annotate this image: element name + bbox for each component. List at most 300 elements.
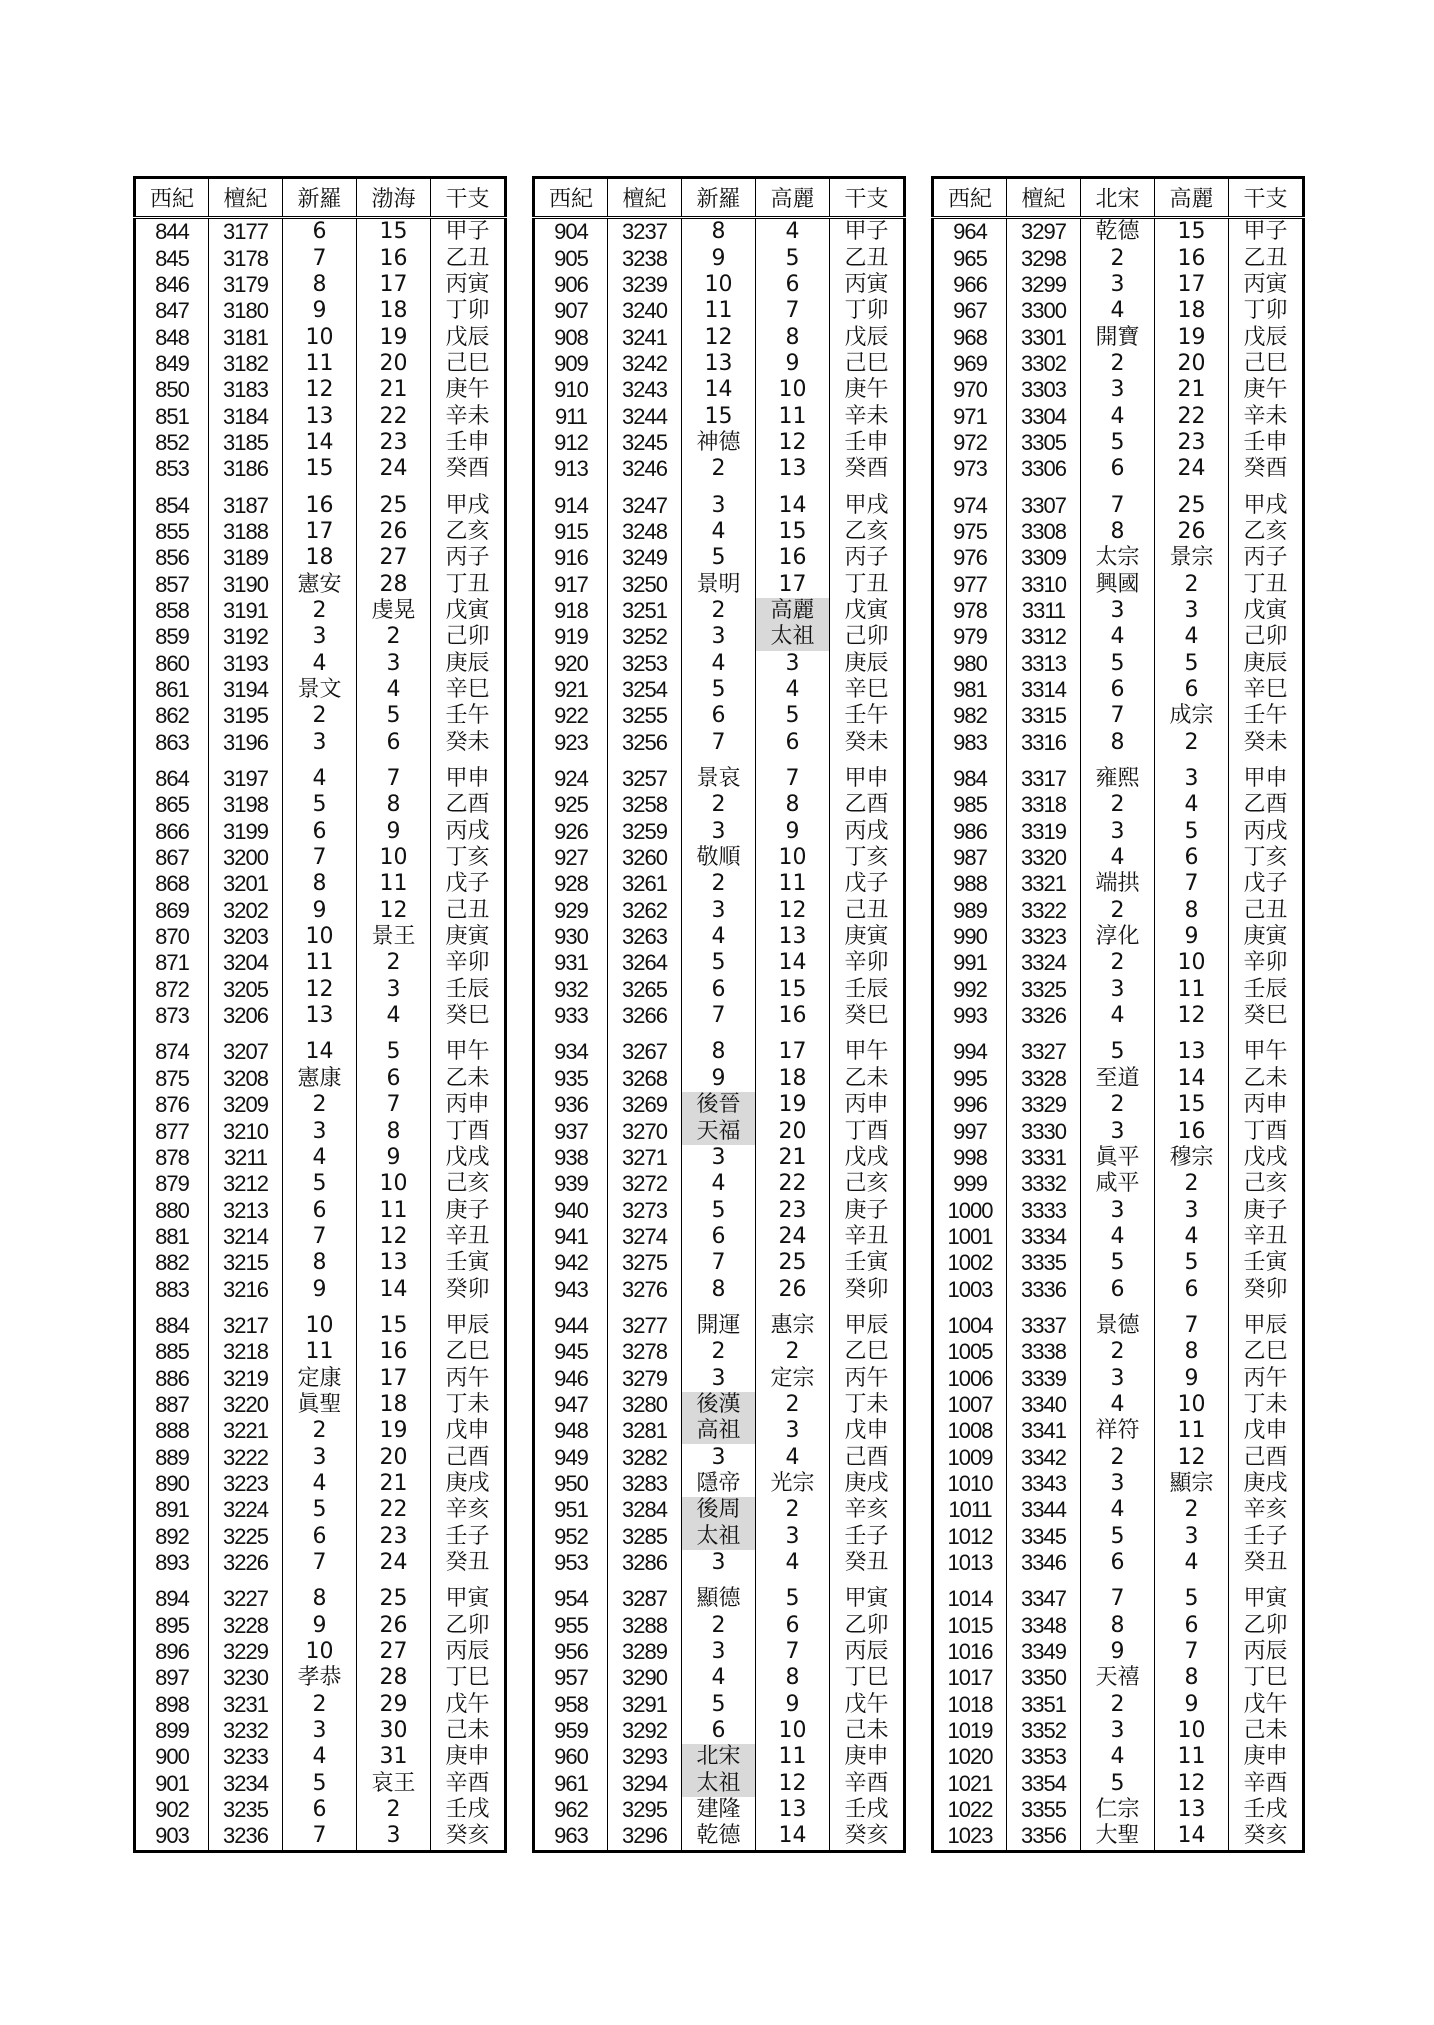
table-cell: 憲康 [283,1066,357,1092]
table-cell: 壬辰 [830,977,905,1003]
table-row [534,1066,905,1092]
table-row [534,1250,905,1276]
table-cell: 23 [1155,430,1229,456]
table-cell: 967 [953,298,987,324]
table-cell: 3301 [1007,324,1081,350]
table-row [534,1497,905,1523]
table-cell: 3240 [608,298,682,324]
table-cell: 甲辰 [1229,1303,1304,1339]
table-row [933,1250,1304,1276]
table-cell: 13 [756,924,830,950]
table-cell: 922 [554,703,588,729]
header-cell: 干支 [431,178,506,218]
table-cell: 3351 [1007,1692,1081,1718]
table-cell: 3 [682,1365,756,1391]
table-row [534,403,905,429]
table-cell: 12 [756,898,830,924]
table-cell: 892 [155,1523,189,1549]
table-cell: 3201 [209,871,283,897]
table-row [534,1524,905,1550]
table-cell: 2 [682,871,756,897]
table-row [135,1029,506,1065]
table-row [534,272,905,298]
table-cell: 22 [357,403,431,429]
table-cell: 25 [1155,482,1229,518]
table-cell: 1022 [947,1797,993,1823]
table-cell: 3246 [608,456,682,482]
table-row [933,1718,1304,1744]
table-cell: 乾德 [1081,218,1155,246]
table-cell: 3354 [1007,1771,1081,1797]
table-cell: 4 [1081,298,1155,324]
table-cell: 2 [682,456,756,482]
header-cell: 高麗 [756,178,830,218]
table-row [534,1444,905,1470]
table-row [933,519,1304,545]
table-row [933,298,1304,324]
table-cell: 甲申 [830,756,905,792]
table-cell: 21 [357,1471,431,1497]
table-cell: 癸未 [830,730,905,756]
table-cell: 戊戌 [431,1145,506,1171]
table-cell: 11 [682,298,756,324]
table-cell: 3353 [1007,1744,1081,1770]
table-cell: 5 [1081,651,1155,677]
table-cell: 866 [155,818,189,844]
table-cell: 8 [1155,1339,1229,1365]
table-cell: 3230 [209,1665,283,1691]
table-cell: 顯宗 [1155,1471,1229,1497]
table-cell: 北宋 [682,1744,756,1770]
table-cell: 辛丑 [431,1224,506,1250]
table-cell: 3235 [209,1797,283,1823]
table-row [933,1092,1304,1118]
table-cell: 3315 [1007,703,1081,729]
table-body [933,218,1304,1852]
table-cell: 己酉 [1229,1444,1304,1470]
table-cell: 23 [756,1197,830,1223]
table-cell: 8 [283,272,357,298]
table-cell: 3 [357,651,431,677]
table-cell: 915 [554,518,588,544]
table-cell: 1005 [947,1339,993,1365]
table-cell: 丙子 [830,545,905,571]
table-row [933,1003,1304,1029]
table-cell: 959 [554,1718,588,1744]
table-cell: 934 [554,1039,588,1065]
table-row [135,792,506,818]
table-cell: 958 [554,1691,588,1717]
table-cell: 甲申 [1229,756,1304,792]
table-row [135,924,506,950]
table-cell: 7 [756,1639,830,1665]
table-cell: 15 [682,403,756,429]
table-cell: 13 [357,1250,431,1276]
table-cell: 8 [682,218,756,246]
table-row [534,950,905,976]
table-row [135,624,506,650]
table-row [933,677,1304,703]
table-cell: 886 [155,1365,189,1391]
table-cell: 癸丑 [830,1550,905,1576]
table-cell: 丙申 [431,1092,506,1118]
table-cell: 3202 [209,898,283,924]
table-cell: 丙午 [1229,1365,1304,1391]
table-cell: 6 [682,977,756,1003]
table-cell: 1011 [948,1497,992,1523]
table-row [135,898,506,924]
table-cell: 咸平 [1081,1171,1155,1197]
table-cell: 3322 [1007,898,1081,924]
table-cell: 5 [682,1197,756,1223]
table-cell: 丙辰 [1229,1639,1304,1665]
table-cell: 10 [756,377,830,403]
table-cell: 6 [756,272,830,298]
table-cell: 16 [756,1003,830,1029]
table-cell: 896 [155,1639,189,1665]
table-cell: 6 [1155,1276,1229,1302]
table-cell: 3343 [1007,1471,1081,1497]
table-cell: 894 [155,1586,189,1612]
table-cell: 943 [554,1276,588,1302]
table-cell: 乙未 [830,1066,905,1092]
table-row [534,1145,905,1171]
table-cell: 壬寅 [1229,1250,1304,1276]
table-cell: 己亥 [830,1171,905,1197]
table-cell: 920 [554,650,588,676]
table-cell: 壬戌 [1229,1797,1304,1823]
table-cell: 7 [756,298,830,324]
table-cell: 甲戌 [1229,482,1304,518]
table-row [534,1771,905,1797]
table-cell: 3 [756,651,830,677]
table-cell: 3274 [608,1224,682,1250]
table-row [534,1613,905,1639]
table-cell: 3245 [608,430,682,456]
table-cell: 988 [953,871,987,897]
table-cell: 2 [682,598,756,624]
table-cell: 10 [1155,1718,1229,1744]
table-row [534,1692,905,1718]
table-cell: 6 [1081,456,1155,482]
table-cell: 乙酉 [1229,792,1304,818]
table-cell: 丙寅 [1229,272,1304,298]
table-cell: 1008 [947,1418,993,1444]
table-cell: 丁卯 [431,298,506,324]
table-cell: 6 [357,1066,431,1092]
table-row [135,703,506,729]
table-cell: 859 [155,624,189,650]
table-cell: 849 [155,350,189,376]
table-cell: 壬子 [830,1524,905,1550]
table-cell: 885 [155,1339,189,1365]
table-cell: 14 [283,1029,357,1065]
table-cell: 3222 [209,1444,283,1470]
table-cell: 950 [554,1470,588,1496]
table-cell: 2 [357,1797,431,1823]
table-cell: 5 [1081,1524,1155,1550]
table-cell: 丙辰 [830,1639,905,1665]
table-row [534,245,905,271]
table-cell: 3320 [1007,845,1081,871]
table-cell: 858 [155,597,189,623]
table-row [534,677,905,703]
table-cell: 10 [283,1303,357,1339]
table-cell: 11 [283,1339,357,1365]
table-cell: 20 [1155,351,1229,377]
header-cell: 西紀 [135,178,209,218]
table-cell: 3287 [608,1576,682,1612]
table-cell: 3338 [1007,1339,1081,1365]
table-row [135,1339,506,1365]
table-cell: 3295 [608,1797,682,1823]
table-cell: 9 [682,245,756,271]
table-cell: 857 [155,571,189,597]
header-cell: 西紀 [534,178,608,218]
table-cell: 22 [1155,403,1229,429]
table-cell: 3 [283,1118,357,1144]
table-cell: 4 [1081,1497,1155,1523]
table-cell: 6 [357,730,431,756]
table-row [933,1550,1304,1576]
table-cell: 895 [155,1612,189,1638]
table-cell: 924 [554,766,588,792]
table-cell: 9 [283,298,357,324]
table-cell: 3294 [608,1771,682,1797]
table-cell: 己卯 [830,624,905,650]
table-cell: 5 [1081,1250,1155,1276]
table-cell: 仁宗 [1081,1797,1155,1823]
table-cell: 興國 [1081,571,1155,597]
table-row [135,324,506,350]
table-row [933,1224,1304,1250]
table-cell: 3273 [608,1197,682,1223]
table-cell: 2 [756,1339,830,1365]
table-cell: 3215 [209,1250,283,1276]
table-cell: 丁巳 [431,1665,506,1691]
table-cell: 壬申 [1229,430,1304,456]
table-cell: 936 [554,1092,588,1118]
table-cell: 3297 [1007,218,1081,246]
table-cell: 戊辰 [431,324,506,350]
table-cell: 7 [1081,1576,1155,1612]
table-cell: 乙丑 [431,245,506,271]
table-cell: 918 [554,597,588,623]
table-cell: 己巳 [431,351,506,377]
table-cell: 3334 [1007,1224,1081,1250]
table-row [933,1066,1304,1092]
table-cell: 993 [953,1003,987,1029]
table-cell: 3206 [209,1003,283,1029]
table-cell: 932 [554,976,588,1002]
table-cell: 6 [1155,677,1229,703]
table-body [534,218,905,1852]
table-cell: 辛未 [1229,403,1304,429]
table-cell: 987 [953,845,987,871]
table-cell: 己未 [1229,1718,1304,1744]
table-cell: 926 [554,818,588,844]
table-cell: 1016 [947,1639,993,1665]
table-cell: 壬午 [1229,703,1304,729]
table-cell: 3229 [209,1639,283,1665]
table-cell: 26 [357,1613,431,1639]
table-cell: 6 [682,1224,756,1250]
table-cell: 3226 [209,1550,283,1576]
table-cell: 乙亥 [830,519,905,545]
table-cell: 庚申 [431,1744,506,1770]
table-cell: 2 [1155,571,1229,597]
table-row [534,651,905,677]
table-cell: 8 [1081,1613,1155,1639]
table-cell: 6 [682,703,756,729]
table-cell: 4 [756,1444,830,1470]
table-cell: 5 [1155,1576,1229,1612]
table-cell: 869 [155,897,189,923]
table-cell: 丙寅 [431,272,506,298]
table-cell: 7 [357,756,431,792]
table-cell: 864 [155,766,189,792]
table-cell: 辛亥 [830,1497,905,1523]
table-row [135,1639,506,1665]
table-cell: 7 [1155,1303,1229,1339]
table-cell: 辛丑 [1229,1224,1304,1250]
table-cell: 2 [1081,351,1155,377]
table-row [933,871,1304,897]
table-cell: 4 [1081,1744,1155,1770]
table-cell: 907 [554,298,588,324]
table-row [534,1092,905,1118]
table-row [933,1613,1304,1639]
table-cell: 3298 [1007,245,1081,271]
table-cell: 1014 [947,1586,993,1612]
table-cell: 3281 [608,1418,682,1444]
table-cell: 3 [682,1145,756,1171]
table-cell: 986 [953,818,987,844]
table-cell: 994 [953,1039,987,1065]
table-row [135,1365,506,1391]
table-row [933,272,1304,298]
table-row [933,1576,1304,1612]
table-cell: 3181 [209,324,283,350]
table-cell: 壬子 [431,1524,506,1550]
table-cell: 7 [1081,703,1155,729]
table-row [534,571,905,597]
table-cell: 5 [756,245,830,271]
table-row [534,1639,905,1665]
table-cell: 大聖 [1081,1823,1155,1851]
table-cell: 998 [953,1144,987,1170]
table-row [933,1771,1304,1797]
table-cell: 9 [1081,1639,1155,1665]
table-cell: 3 [1081,1471,1155,1497]
table-cell: 乾德 [682,1823,756,1851]
table-cell: 11 [1155,1744,1229,1770]
table-row [933,1524,1304,1550]
table-cell: 11 [1155,977,1229,1003]
table-cell: 10 [283,924,357,950]
table-cell: 2 [1081,950,1155,976]
table-cell: 1004 [947,1312,993,1338]
table-row [135,1171,506,1197]
table-cell: 3 [1081,598,1155,624]
table-cell: 15 [357,1303,431,1339]
table-cell: 4 [1155,1224,1229,1250]
table-cell: 3284 [608,1497,682,1523]
table-cell: 3307 [1007,482,1081,518]
table-row [135,1576,506,1612]
table-cell: 壬午 [431,703,506,729]
table-cell: 2 [357,950,431,976]
table-row [534,871,905,897]
header-cell: 北宋 [1081,178,1155,218]
table-cell: 887 [155,1391,189,1417]
table-row [933,1197,1304,1223]
table-cell: 6 [682,1718,756,1744]
table-row [534,1029,905,1065]
table-cell: 戊午 [1229,1692,1304,1718]
table-cell: 3336 [1007,1276,1081,1302]
table-cell: 9 [756,1692,830,1718]
table-cell: 甲戌 [830,482,905,518]
table-cell: 868 [155,871,189,897]
table-cell: 庚辰 [830,651,905,677]
table-row [933,403,1304,429]
table-cell: 3323 [1007,924,1081,950]
table-cell: 3262 [608,898,682,924]
table-cell: 3289 [608,1639,682,1665]
table-cell: 3212 [209,1171,283,1197]
table-cell: 882 [155,1250,189,1276]
table-row [933,1145,1304,1171]
table-cell: 9 [283,1613,357,1639]
header-row [933,178,1304,218]
table-row [933,651,1304,677]
table-row [534,298,905,324]
table-cell: 889 [155,1444,189,1470]
table-cell: 8 [357,1118,431,1144]
table-cell: 15 [756,519,830,545]
table-cell: 甲寅 [431,1576,506,1612]
table-cell: 1019 [947,1718,993,1744]
table-cell: 4 [1081,1003,1155,1029]
table-cell: 904 [554,219,588,245]
table-row [933,456,1304,482]
table-cell: 3352 [1007,1718,1081,1744]
table-cell: 乙酉 [830,792,905,818]
table-cell: 庚辰 [1229,651,1304,677]
table-cell: 3321 [1007,871,1081,897]
table-cell: 7 [1155,1639,1229,1665]
table-cell: 3285 [608,1524,682,1550]
table-cell: 7 [682,730,756,756]
table-cell: 3261 [608,871,682,897]
table-cell: 5 [283,1771,357,1797]
table-cell: 4 [357,677,431,703]
table-cell: 辛卯 [431,950,506,976]
table-cell: 9 [283,898,357,924]
table-cell: 977 [953,571,987,597]
table-cell: 5 [682,545,756,571]
table-cell: 3257 [608,756,682,792]
table-cell: 乙酉 [431,792,506,818]
table-cell: 989 [953,897,987,923]
table-cell: 4 [283,1471,357,1497]
table-cell: 21 [357,377,431,403]
table-cell: 876 [155,1092,189,1118]
table-cell: 建隆 [682,1797,756,1823]
table-cell: 4 [1155,624,1229,650]
table-row [135,1092,506,1118]
